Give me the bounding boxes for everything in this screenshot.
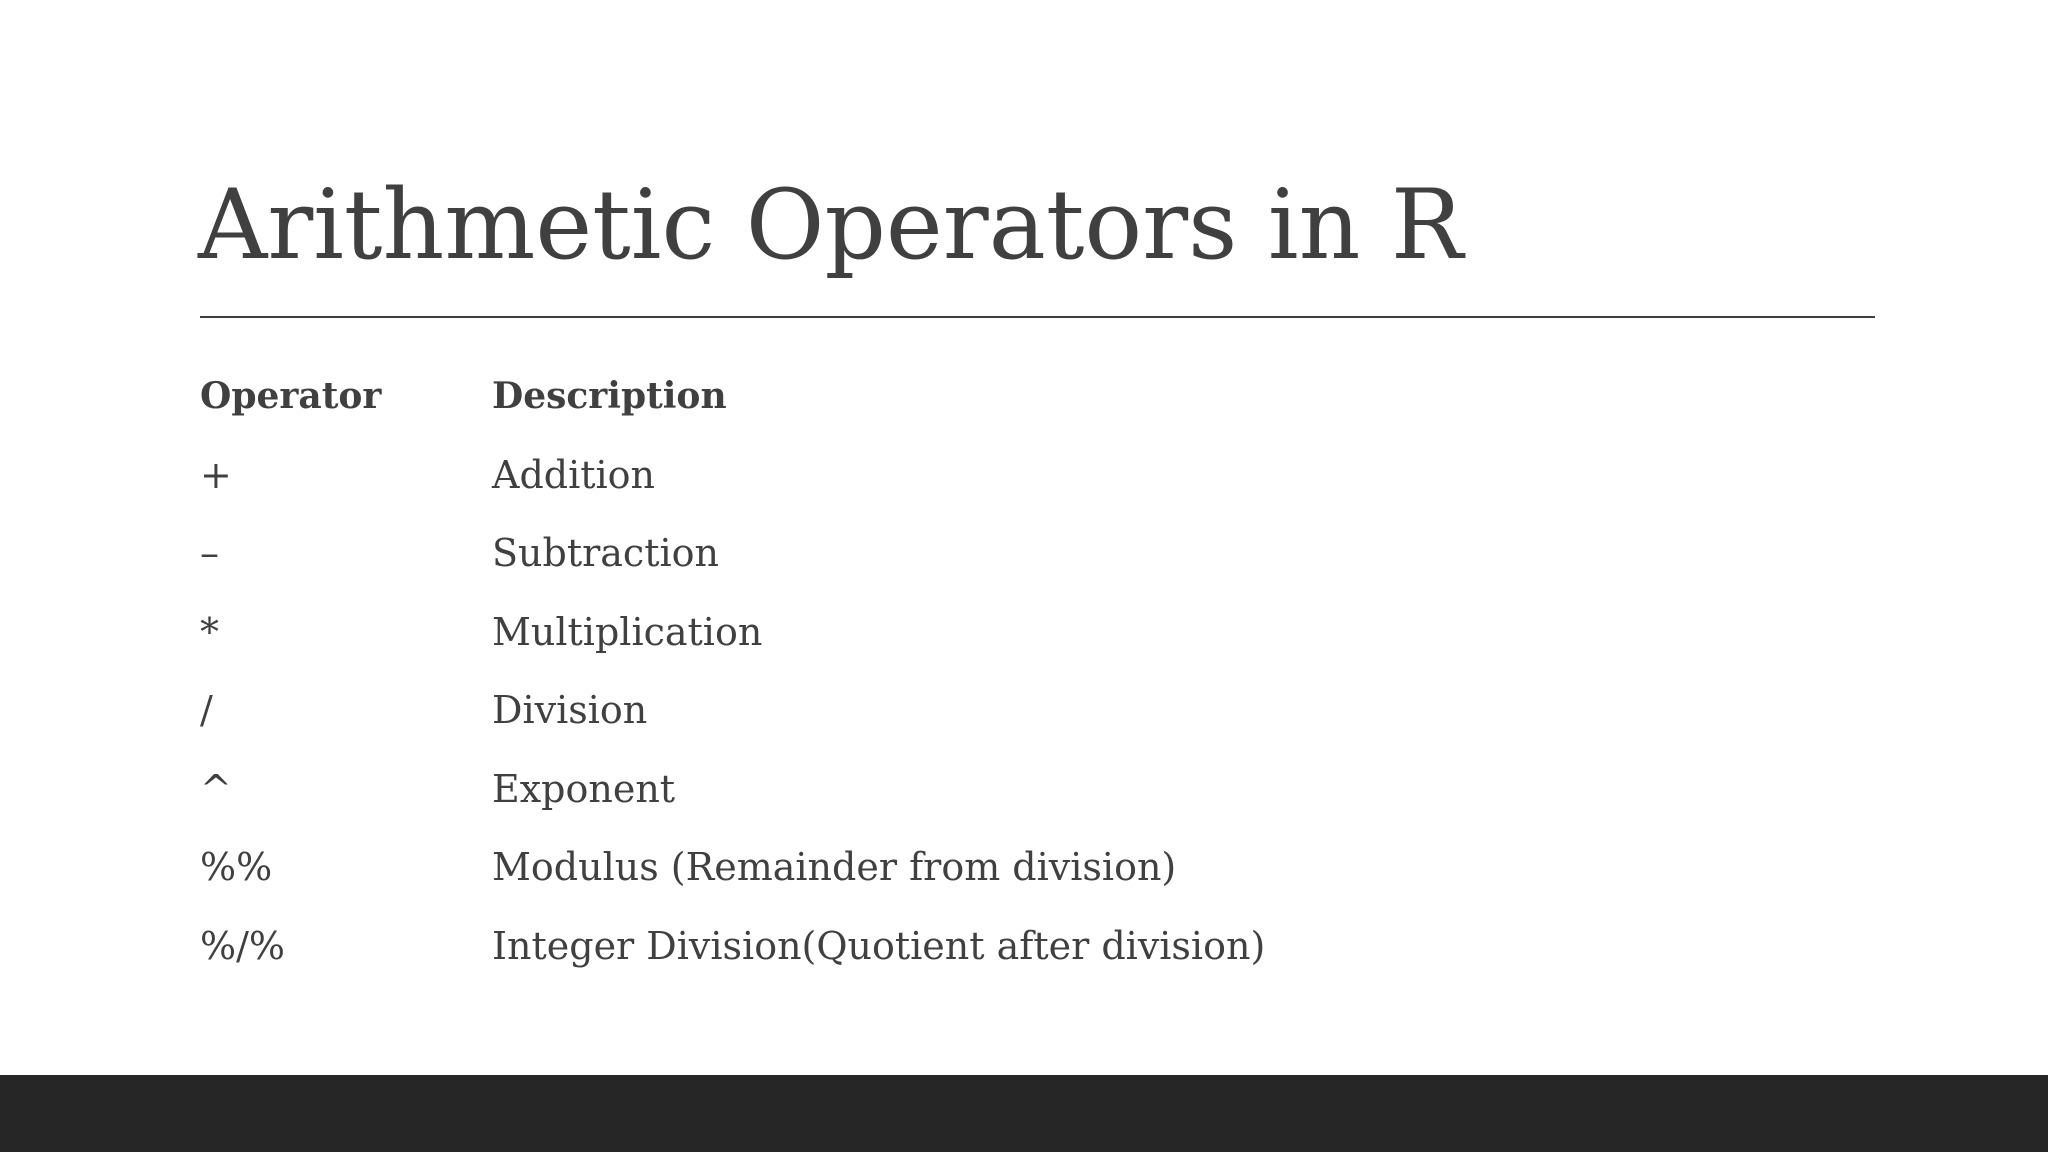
operator-cell: * bbox=[200, 609, 219, 654]
operator-cell: %/% bbox=[200, 923, 286, 968]
header-description: Description bbox=[492, 375, 727, 418]
description-cell: Multiplication bbox=[492, 609, 763, 654]
table-row bbox=[200, 750, 1265, 829]
table-header-row bbox=[200, 357, 1265, 436]
table-row bbox=[200, 907, 1265, 986]
description-cell: Addition bbox=[492, 452, 656, 497]
table-row bbox=[200, 436, 1265, 515]
description-cell: Integer Division(Quotient after division) bbox=[492, 923, 1266, 968]
operator-cell: ^ bbox=[200, 766, 232, 811]
operator-cell: + bbox=[200, 452, 232, 497]
slide-title: Arithmetic Operators in R bbox=[198, 169, 1464, 281]
footer-bar bbox=[0, 1075, 2048, 1152]
operator-cell: – bbox=[200, 531, 219, 576]
description-cell: Modulus (Remainder from division) bbox=[492, 845, 1177, 890]
description-cell: Subtraction bbox=[492, 531, 719, 576]
operator-cell: / bbox=[200, 688, 213, 733]
table-row bbox=[200, 828, 1265, 907]
operator-cell: %% bbox=[200, 845, 273, 890]
operators-table bbox=[200, 357, 1265, 985]
table-row bbox=[200, 671, 1265, 750]
description-cell: Division bbox=[492, 688, 648, 733]
description-cell: Exponent bbox=[492, 766, 676, 811]
table-row bbox=[200, 593, 1265, 672]
header-operator: Operator bbox=[200, 375, 382, 418]
table-row bbox=[200, 514, 1265, 593]
title-divider bbox=[200, 316, 1875, 318]
